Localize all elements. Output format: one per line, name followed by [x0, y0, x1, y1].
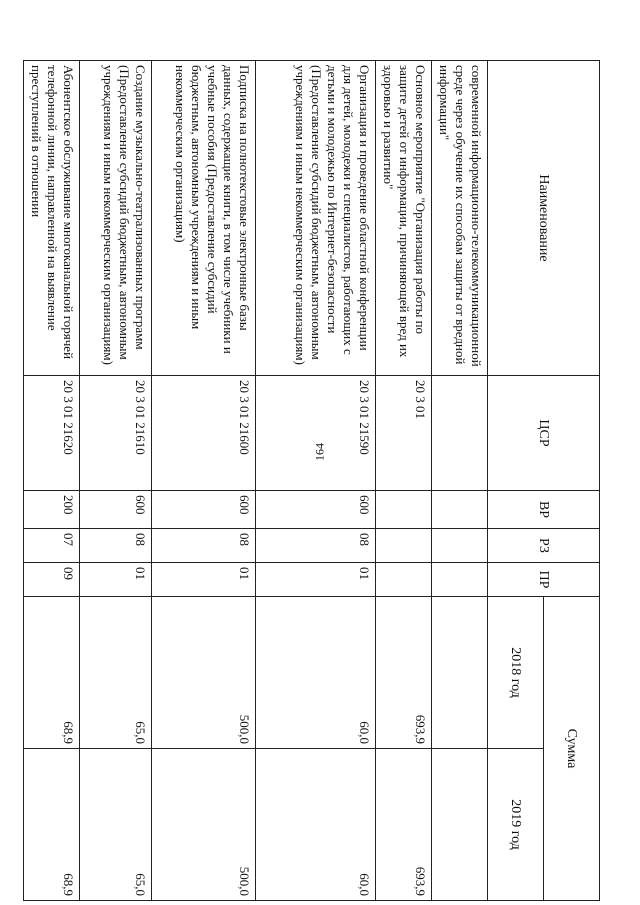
header-2018: 2018 год: [488, 597, 544, 749]
cell-rz: [432, 529, 488, 563]
rotated-budget-table: [29, 60, 600, 900]
header-rz: РЗ: [488, 529, 600, 563]
cell-2019: 60,0: [256, 749, 376, 901]
cell-vr: 200: [24, 491, 80, 529]
cell-name: Подписка на полнотекстовые электронные базы данных, содержащие книги, в том числе учебники и учебные пособия (Предоставление субсидий бюджетным, автономным учреждениям и иным некоммерческим организациям): [152, 61, 256, 376]
cell-name: Создание музыкально-театрализованных программ (Предоставление субсидий бюджетным, автономным учреждениям и иным некоммерческим организациям): [80, 61, 152, 376]
cell-pr: [376, 563, 432, 597]
cell-rz: 07: [24, 529, 80, 563]
cell-pr: 09: [24, 563, 80, 597]
cell-2019: 65,0: [80, 749, 152, 901]
cell-csr: 20 3 01 21620: [24, 376, 80, 491]
cell-name: Основное мероприятие "Организация работы по защите детей от информации, причиняющей вред их здоровью и развитию": [376, 61, 432, 376]
cell-2018: 500,0: [152, 597, 256, 749]
table-row: [152, 61, 256, 901]
cell-2019: [432, 749, 488, 901]
cell-2019: 68,9: [24, 749, 80, 901]
table-row: [80, 61, 152, 901]
table-row: [376, 61, 432, 901]
cell-name: современной информационно-телекоммуникационной среде через обучение их способам защиты от вредной информации": [432, 61, 488, 376]
cell-csr: [432, 376, 488, 491]
cell-vr: 600: [152, 491, 256, 529]
cell-2018: 60,0: [256, 597, 376, 749]
cell-rz: 08: [80, 529, 152, 563]
cell-vr: [432, 491, 488, 529]
header-pr: ПР: [488, 563, 600, 597]
header-2019: 2019 год: [488, 749, 544, 901]
table-row: [432, 61, 488, 901]
table-row: [24, 61, 80, 901]
header-vr: ВР: [488, 491, 600, 529]
cell-rz: 08: [152, 529, 256, 563]
header-sum: Сумма: [544, 597, 600, 901]
header-csr: ЦСР: [488, 376, 600, 491]
cell-vr: 600: [256, 491, 376, 529]
cell-csr: 20 3 01 21610: [80, 376, 152, 491]
table-row: [256, 61, 376, 901]
header-name: Наименование: [488, 61, 600, 376]
cell-csr: 20 3 01: [376, 376, 432, 491]
cell-name: Организация и проведение областной конференции для детей, молодежи и специалистов, работающих с детьми и молодежью по Интернет-безопасности (Предоставление субсидий бюджетным, автономным учреждениям и иным некоммерческим организациям): [256, 61, 376, 376]
cell-2019: 693,9: [376, 749, 432, 901]
cell-rz: 08: [256, 529, 376, 563]
cell-name: Абонентское обслуживание многоканальной горячей телефонной линии, направленной на выявление преступлений в отношении: [24, 61, 80, 376]
cell-2019: 500,0: [152, 749, 256, 901]
cell-rz: [376, 529, 432, 563]
cell-pr: 01: [152, 563, 256, 597]
cell-vr: 600: [80, 491, 152, 529]
cell-2018: 68,9: [24, 597, 80, 749]
cell-2018: 693,9: [376, 597, 432, 749]
cell-pr: [432, 563, 488, 597]
cell-pr: 01: [256, 563, 376, 597]
budget-table: [23, 60, 600, 901]
cell-2018: 65,0: [80, 597, 152, 749]
cell-csr: 20 3 01 21600: [152, 376, 256, 491]
cell-pr: 01: [80, 563, 152, 597]
cell-csr: 20 3 01 21590: [256, 376, 376, 491]
cell-2018: [432, 597, 488, 749]
page-number: 164: [312, 443, 327, 461]
cell-vr: [376, 491, 432, 529]
